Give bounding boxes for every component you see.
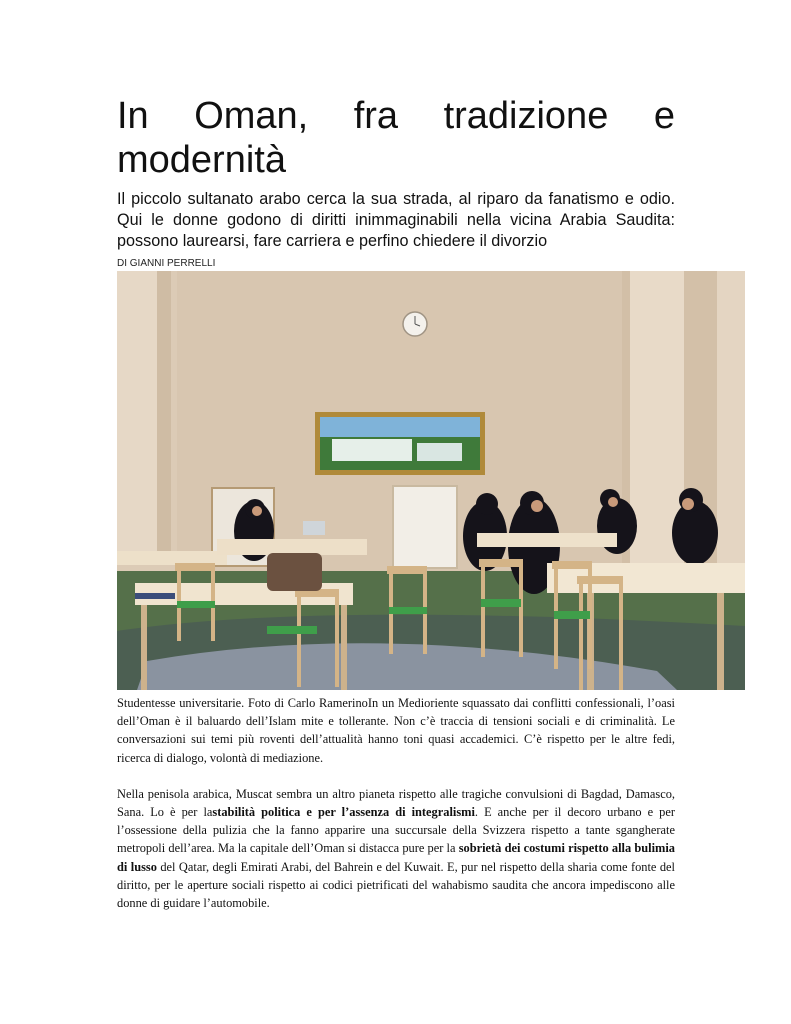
title-word: e — [653, 95, 675, 137]
title-word: fra — [353, 95, 399, 137]
article-subtitle: Il piccolo sultanato arabo cerca la sua strada, al riparo da fanatismo e odio. Qui le donne godono di diritti inimmaginabili nella vicina Arabia Saudita: possono laurearsi, fare carriera e perfino chiedere il divorzio — [117, 190, 675, 250]
title-line-1 — [117, 94, 675, 138]
paragraph-2-bold: stabilità politica e per l’assenza di integralismi — [212, 805, 475, 820]
title-word: In — [117, 95, 149, 137]
byline: DI GIANNI PERRELLI — [117, 258, 216, 269]
title-word: Oman, — [194, 95, 309, 137]
paragraph-2-bold: sobrietà dei costumi rispetto alla bulimia di lusso — [117, 841, 676, 874]
library-photo-illustration — [117, 271, 745, 690]
paragraph-1: Studentesse universitarie. Foto di Carlo RamerinoIn un Medioriente squassato dai conflitti confessionali, l’oasi dell’Oman è il baluardo dell’Islam mite e tollerante. Non c’è traccia di tensioni sociali e di criminalità. Le conversazioni sui temi più roventi dell’attualità hanno toni quasi accademici. C’è rispetto per le altre fedi, ricerca di dialogo, volontà di mediazione. — [117, 696, 675, 765]
article-photo — [117, 271, 745, 690]
title-word: tradizione — [443, 95, 609, 137]
paragraph-2 — [117, 785, 675, 912]
paragraph-2-text: del Qatar, degli Emirati Arabi, del Bahrein e del Kuwait. E, pur nel rispetto della sharia come fonte del diritto, per le aperture sociali rispetto ai codici pietrificati del wahabismo saudita che ancora impediscono alle donne di guidare l’automobile. — [117, 859, 675, 911]
paragraph-2-text: Nella penisola arabica, Muscat sembra un altro pianeta rispetto alle tragiche convulsioni di Bagdad, Damasco, Sana. Lo è per la — [117, 786, 675, 820]
paragraph-2-text: . E anche per il decoro urbano e per l’ossessione della pulizia che la fanno apparire una succursale della Svizzera rispetto a tante sgangherate metropoli dell’area. Ma la capitale dell’Oman si distacca pure per la — [117, 805, 675, 856]
article-title — [117, 94, 675, 182]
article-body — [117, 694, 675, 912]
title-line-2: modernità — [117, 139, 286, 181]
